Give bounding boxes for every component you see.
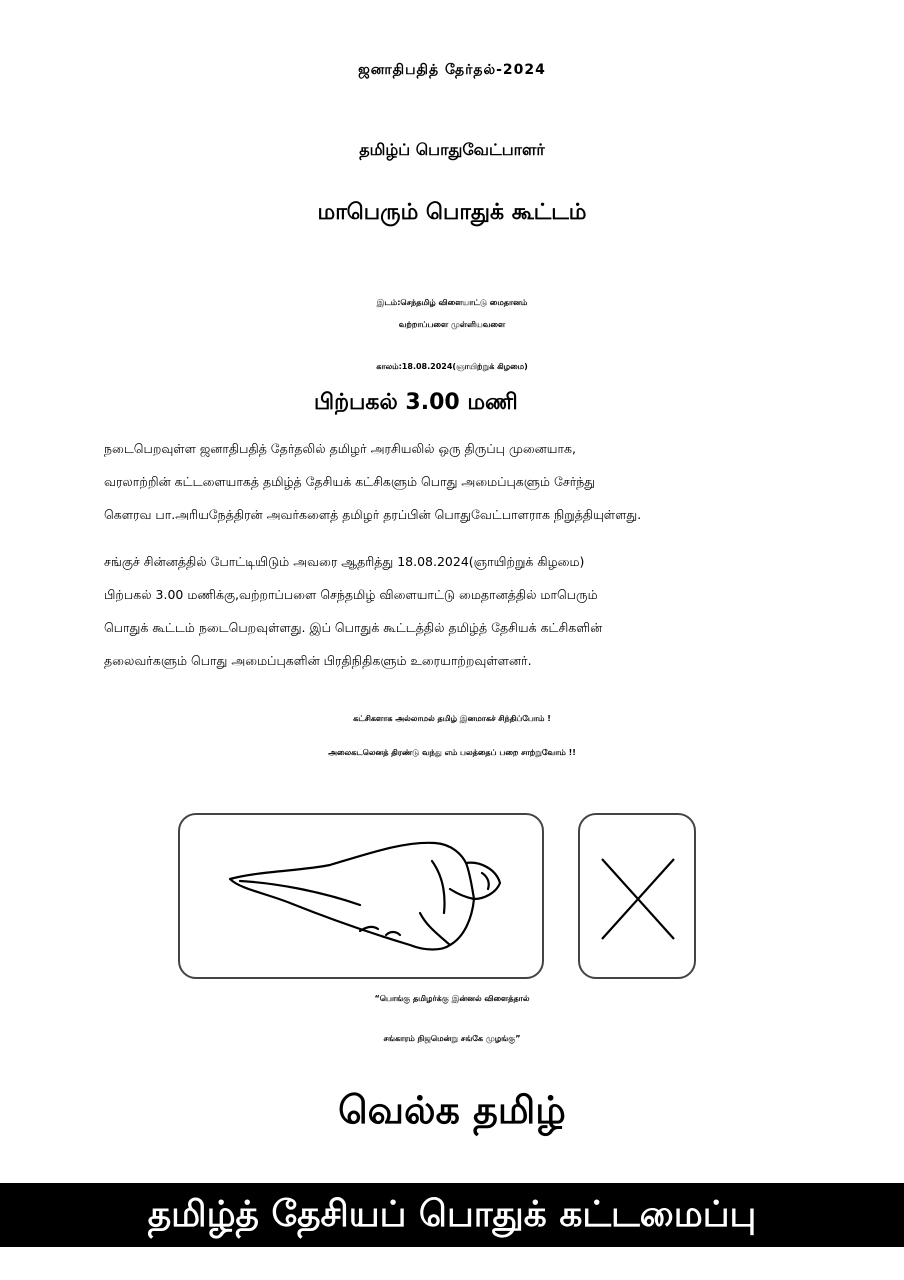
election-title: ஜனாதிபதித் தேர்தல்-2024 xyxy=(358,62,546,78)
paragraph-line: சங்குச் சின்னத்தில் போட்டியிடும் அவரை ஆதரித்து 18.08.2024(ஞாயிற்றுக் கிழமை) xyxy=(104,554,585,569)
slogan-line-2: அலைகடலெனத் திரண்டு வந்து எம் பலத்தைப் பறை சாற்றுவோம் !! xyxy=(328,748,576,757)
time-line: பிற்பகல் 3.00 மணி xyxy=(314,390,518,415)
paragraph-line: தலைவர்களும் பொது அமைப்புகளின் பிரதிநிதிகளும் உரையாற்றவுள்ளனர். xyxy=(104,653,532,668)
venue-line-2: வற்றாப்பளை முள்ளியவளை xyxy=(398,320,506,329)
organizer-footer: தமிழ்த் தேசியப் பொதுக் கட்டமைப்பு xyxy=(0,1183,904,1247)
date-line: காலம்:18.08.2024(ஞாயிற்றுக் கிழமை) xyxy=(376,362,528,371)
venue-line-1: இடம்:செந்தமிழ் விளையாட்டு மைதானம் xyxy=(376,298,528,307)
paragraph-line: வரலாற்றின் கட்டளையாகத் தமிழ்த் தேசியக் கட்சிகளும் பொது அமைப்புகளும் சேர்ந்து xyxy=(104,474,596,489)
vote-mark-box xyxy=(578,813,696,979)
paragraph-line: பொதுக் கூட்டம் நடைபெறவுள்ளது. இப் பொதுக் கூட்டத்தில் தமிழ்த் தேசியக் கட்சிகளின் xyxy=(104,620,603,635)
closing-slogan: வெல்க தமிழ் xyxy=(338,1088,566,1132)
paragraph-line: நடைபெறவுள்ள ஜனாதிபதித் தேர்தலில் தமிழர் அரசியலில் ஒரு திருப்பு முனையாக, xyxy=(104,441,577,456)
conch-shell-icon xyxy=(220,833,510,963)
slogan-line-1: கட்சிகளாக அல்லாமல் தமிழ் இனமாகச் சிந்திப்போம் ! xyxy=(353,714,551,723)
quote-line-1: “பொங்கு தமிழர்க்கு இன்னல் விளைத்தால் xyxy=(374,994,530,1003)
ballot-symbol-box xyxy=(178,813,544,979)
cross-mark-icon xyxy=(598,855,678,943)
meeting-paragraph xyxy=(104,545,824,677)
quote-line-2: சங்காரம் நிஜமென்று சங்கே முழங்கு” xyxy=(383,1034,521,1043)
intro-paragraph xyxy=(104,432,824,531)
meeting-title: மாபெரும் பொதுக் கூட்டம் xyxy=(317,200,587,225)
paragraph-line: கௌரவ பா.அரியநேத்திரன் அவர்களைத் தமிழர் தரப்பின் பொதுவேட்பாளராக நிறுத்தியுள்ளது. xyxy=(104,507,642,522)
candidate-title: தமிழ்ப் பொதுவேட்பாளர் xyxy=(359,140,545,159)
paragraph-line: பிற்பகல் 3.00 மணிக்கு,வற்றாப்பளை செந்தமிழ் விளையாட்டு மைதானத்தில் மாபெரும் xyxy=(104,587,598,602)
